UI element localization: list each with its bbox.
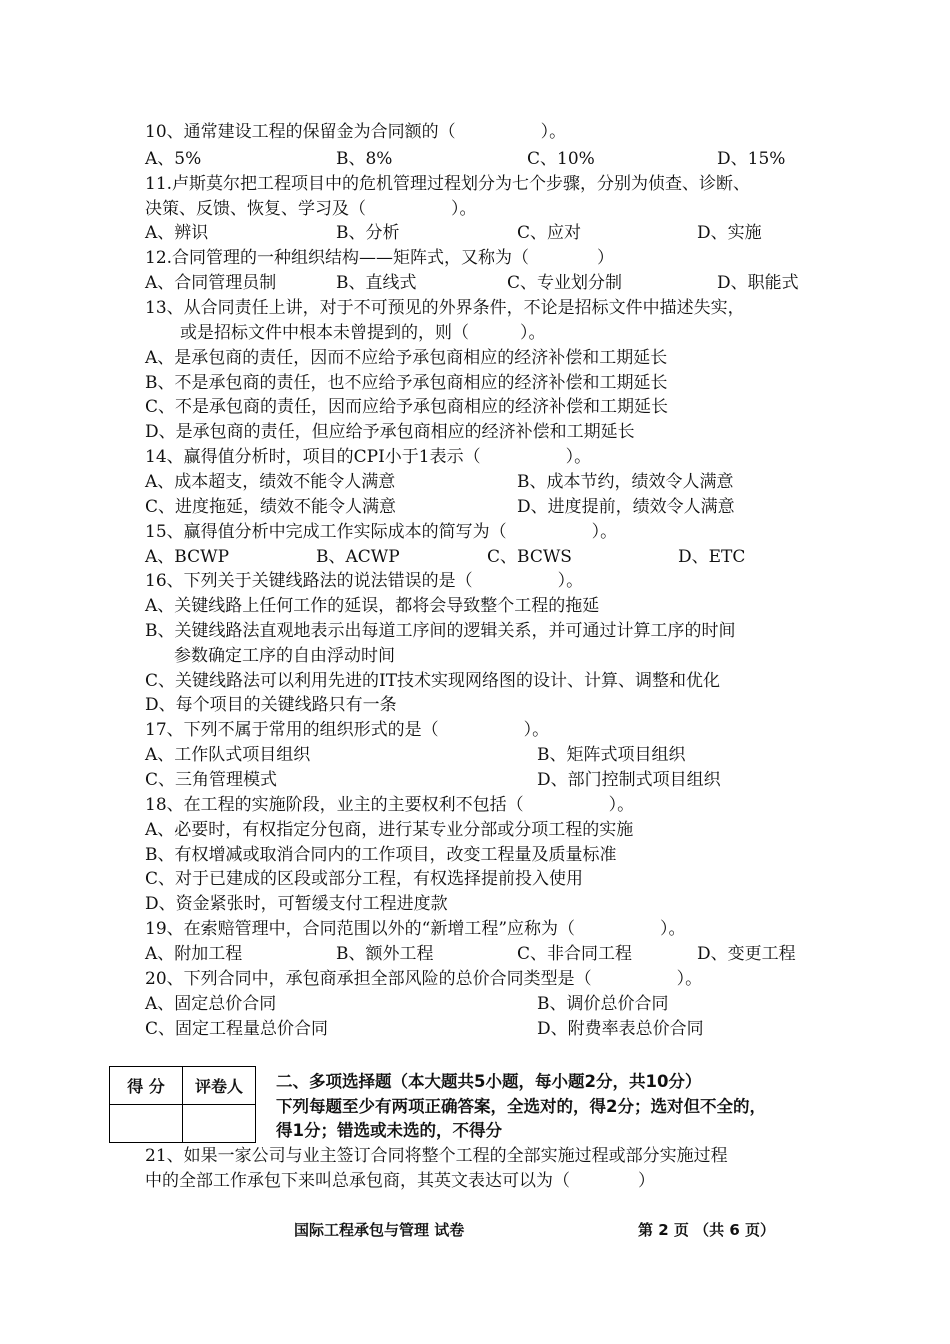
option-c: C、应对 bbox=[517, 223, 582, 243]
score-cell[interactable] bbox=[110, 1105, 183, 1143]
question-17-options-row1 bbox=[0, 744, 950, 766]
option-a: A、合同管理员制 bbox=[145, 273, 277, 293]
question-16-stem: 16、下列关于关键线路法的说法错误的是（ ）。 bbox=[145, 571, 584, 591]
question-18-option-c: C、对于已建成的区段或部分工程，有权选择提前投入使用 bbox=[145, 869, 584, 889]
question-17-stem: 17、下列不属于常用的组织形式的是（ ）。 bbox=[145, 720, 550, 740]
page-info: 第 2 页 （共 6 页） bbox=[638, 1221, 775, 1239]
option-b: B、成本节约，绩效令人满意 bbox=[517, 472, 734, 492]
option-c: C、BCWS bbox=[487, 547, 572, 567]
question-18-option-d: D、资金紧张时，可暂缓支付工程进度款 bbox=[145, 894, 448, 914]
option-b: B、ACWP bbox=[316, 547, 400, 567]
option-c: C、固定工程量总价合同 bbox=[145, 1019, 329, 1039]
option-c: C、三角管理模式 bbox=[145, 770, 278, 790]
question-21-stem-cont: 中的全部工作承包下来叫总承包商，其英文表达可以为（ ） bbox=[145, 1171, 655, 1191]
question-13-option-c: C、不是承包商的责任，因而应给予承包商相应的经济补偿和工期延长 bbox=[145, 397, 669, 417]
question-12-stem: 12.合同管理的一种组织结构——矩阵式，又称为（ ） bbox=[145, 248, 615, 268]
score-label: 得 分 bbox=[110, 1067, 183, 1105]
question-16-option-a: A、关键线路上任何工作的延误，都将会导致整个工程的拖延 bbox=[145, 596, 600, 616]
question-14-stem: 14、赢得值分析时，项目的CPI小于1表示（ ）。 bbox=[145, 447, 592, 467]
question-14-options-row1 bbox=[0, 471, 950, 493]
question-15-options bbox=[0, 546, 950, 568]
option-b: B、分析 bbox=[336, 223, 400, 243]
question-16-option-c: C、关键线路法可以利用先进的IT技术实现网络图的设计、计算、调整和优化 bbox=[145, 671, 721, 691]
question-16-option-d: D、每个项目的关键线路只有一条 bbox=[145, 695, 397, 715]
option-a: A、辨识 bbox=[145, 223, 209, 243]
option-a: A、工作队式项目组织 bbox=[145, 745, 311, 765]
question-13-option-a: A、是承包商的责任，因而不应给予承包商相应的经济补偿和工期延长 bbox=[145, 348, 668, 368]
option-d: D、变更工程 bbox=[697, 944, 796, 964]
option-a: A、成本超支，绩效不能令人满意 bbox=[145, 472, 396, 492]
section-2-instructions-cont: 得1分；错选或未选的，不得分 bbox=[276, 1121, 502, 1140]
question-21-stem: 21、如果一家公司与业主签订合同将整个工程的全部实施过程或部分实施过程 bbox=[145, 1146, 728, 1166]
question-11-options bbox=[0, 222, 950, 244]
score-table bbox=[109, 1066, 256, 1143]
question-18-stem: 18、在工程的实施阶段，业主的主要权利不包括（ ）。 bbox=[145, 795, 635, 815]
question-20-stem: 20、下列合同中，承包商承担全部风险的总价合同类型是（ ）。 bbox=[145, 969, 703, 989]
option-c: C、非合同工程 bbox=[517, 944, 633, 964]
option-c: C、10% bbox=[527, 149, 595, 169]
option-d: D、15% bbox=[717, 149, 786, 169]
question-11-stem: 11.卢斯莫尔把工程项目中的危机管理过程划分为七个步骤，分别为侦查、诊断、 bbox=[145, 174, 751, 194]
question-20-options-row2 bbox=[0, 1018, 950, 1040]
question-15-stem: 15、赢得值分析中完成工作实际成本的简写为（ ）。 bbox=[145, 522, 618, 542]
option-a: A、BCWP bbox=[145, 547, 230, 567]
question-11-stem-cont: 决策、反馈、恢复、学习及（ ）。 bbox=[145, 199, 477, 219]
option-d: D、附费率表总价合同 bbox=[537, 1019, 704, 1039]
exam-title: 国际工程承包与管理 试卷 bbox=[294, 1221, 465, 1239]
option-d: D、进度提前，绩效令人满意 bbox=[517, 497, 735, 517]
option-b: B、8% bbox=[336, 149, 393, 169]
question-12-options bbox=[0, 272, 950, 294]
option-b: B、调价总价合同 bbox=[537, 994, 669, 1014]
question-13-stem: 13、从合同责任上讲，对于不可预见的外界条件，不论是招标文件中描述失实， bbox=[145, 298, 745, 318]
option-d: D、ETC bbox=[678, 547, 746, 567]
section-2-heading: 二、多项选择题（本大题共5小题，每小题2分，共10分） bbox=[276, 1072, 702, 1091]
option-c: C、专业划分制 bbox=[507, 273, 623, 293]
question-17-options-row2 bbox=[0, 769, 950, 791]
grader-label: 评卷人 bbox=[183, 1067, 256, 1105]
question-13-option-b: B、不是承包商的责任，也不应给予承包商相应的经济补偿和工期延长 bbox=[145, 373, 668, 393]
question-14-options-row2 bbox=[0, 496, 950, 518]
question-16-option-b: B、关键线路法直观地表示出每道工序间的逻辑关系，并可通过计算工序的时间 bbox=[145, 621, 736, 641]
option-b: B、额外工程 bbox=[336, 944, 434, 964]
option-c: C、进度拖延，绩效不能令人满意 bbox=[145, 497, 397, 517]
question-19-options bbox=[0, 943, 950, 965]
question-10-stem: 10、通常建设工程的保留金为合同额的（ ）。 bbox=[145, 122, 567, 142]
option-b: B、矩阵式项目组织 bbox=[537, 745, 686, 765]
question-18-option-a: A、必要时，有权指定分包商，进行某专业分部或分项工程的实施 bbox=[145, 820, 634, 840]
option-d: D、职能式 bbox=[717, 273, 799, 293]
option-a: A、固定总价合同 bbox=[145, 994, 277, 1014]
question-10-options bbox=[0, 148, 950, 170]
question-18-option-b: B、有权增减或取消合同内的工作项目，改变工程量及质量标准 bbox=[145, 845, 617, 865]
grader-cell[interactable] bbox=[183, 1105, 256, 1143]
option-a: A、5% bbox=[145, 149, 202, 169]
option-b: B、直线式 bbox=[336, 273, 417, 293]
question-20-options-row1 bbox=[0, 993, 950, 1015]
option-a: A、附加工程 bbox=[145, 944, 243, 964]
option-d: D、实施 bbox=[697, 223, 762, 243]
section-2-instructions: 下列每题至少有两项正确答案，全选对的，得2分；选对但不全的， bbox=[276, 1097, 766, 1116]
question-13-stem-cont: 或是招标文件中根本未曾提到的，则（ ）。 bbox=[180, 323, 546, 343]
question-19-stem: 19、在索赔管理中，合同范围以外的“新增工程”应称为（ ）。 bbox=[145, 919, 686, 939]
question-13-option-d: D、是承包商的责任，但应给予承包商相应的经济补偿和工期延长 bbox=[145, 422, 635, 442]
option-d: D、部门控制式项目组织 bbox=[537, 770, 721, 790]
question-16-option-b-cont: 参数确定工序的自由浮动时间 bbox=[174, 646, 395, 666]
